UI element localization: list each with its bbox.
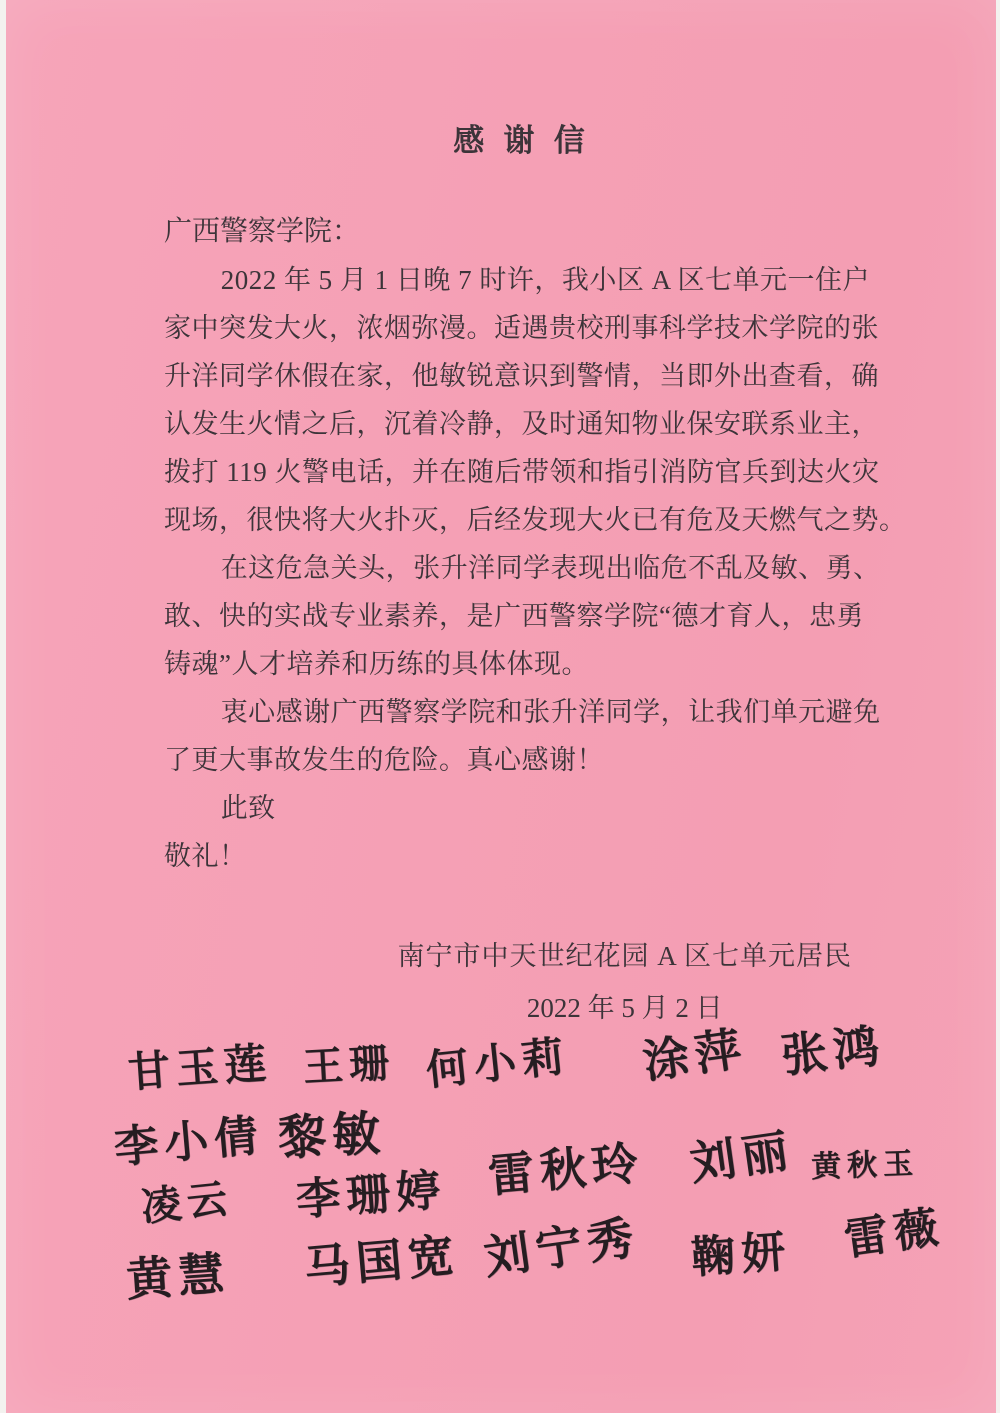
letter-body	[164, 118, 907, 1036]
signature-5: 张鸿	[778, 1018, 888, 1083]
signature-14: 马国宽	[301, 1227, 463, 1295]
body-line: 家中突发大火，浓烟弥漫。适遇贵校刑事科学技术学院的张	[164, 313, 879, 343]
signature-17: 雷薇	[841, 1201, 948, 1266]
signature-7: 黎敏	[276, 1105, 388, 1167]
closing-signer: 南宁市中天世纪花园 A 区七单元居民	[397, 941, 852, 971]
body-line-cizhi: 此致	[220, 793, 276, 823]
signature-10: 黄秋玉	[810, 1146, 920, 1185]
letter-title: 感谢信	[453, 123, 604, 158]
signature-2: 王珊	[301, 1039, 397, 1091]
salutation: 广西警察学院：	[164, 216, 361, 247]
signature-3: 何小莉	[423, 1031, 573, 1095]
signature-4: 涂萍	[639, 1020, 751, 1089]
body-line: 现场，很快将大火扑灭，后经发现大火已有危及天燃气之势。	[164, 505, 907, 535]
body-line: 升洋同学休假在家，他敏锐意识到警情，当即外出查看，确	[164, 361, 879, 391]
signature-9: 刘丽	[686, 1122, 798, 1191]
body-line: 认发生火情之后，沉着冷静，及时通知物业保安联系业主，	[164, 409, 879, 439]
body-line: 铸魂”人才培养和历练的具体体现。	[164, 649, 589, 679]
signature-11: 凌云	[138, 1174, 236, 1231]
body-line: 2022 年 5 月 1 日晚 7 时许，我小区 A 区七单元一住户	[220, 265, 870, 295]
body-line: 衷心感谢广西警察学院和张升洋同学，让我们单元避免	[220, 697, 881, 727]
signature-6: 李小倩	[112, 1110, 267, 1174]
pink-paper-sheet	[6, 0, 996, 1413]
signature-15: 刘宁秀	[480, 1209, 643, 1285]
body-line: 在这危急关头，张升洋同学表现出临危不乱及敏、勇、	[220, 553, 881, 583]
closing-date: 2022 年 5 月 2 日	[526, 993, 723, 1023]
body-line-jingli: 敬礼！	[164, 841, 247, 871]
signature-12: 李珊婷	[294, 1164, 448, 1226]
signature-1: 甘玉莲	[126, 1038, 274, 1097]
body-line: 拨打 119 火警电话，并在随后带领和指引消防官兵到达火灾	[164, 457, 880, 487]
signature-13: 黄慧	[124, 1245, 232, 1307]
signature-16: 鞠妍	[689, 1226, 793, 1284]
body-line: 了更大事故发生的危险。真心感谢！	[164, 745, 604, 775]
signature-8: 雷秋玲	[485, 1135, 647, 1203]
body-line: 敢、快的实战专业素养，是广西警察学院“德才育人，忠勇	[164, 601, 864, 631]
